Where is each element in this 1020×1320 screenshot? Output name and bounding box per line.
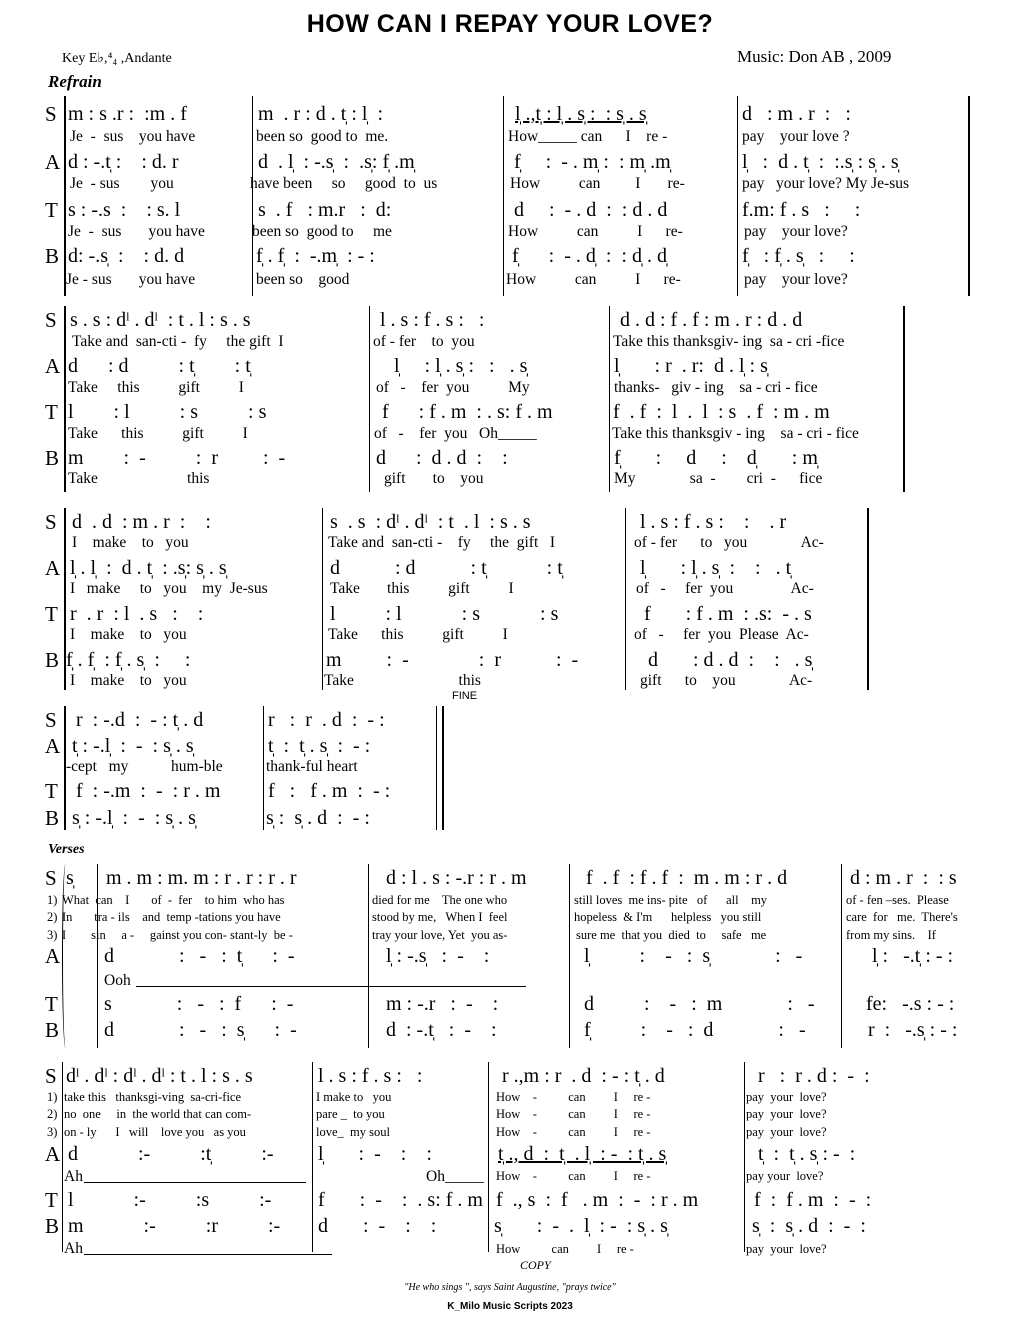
bass-notes: r : -.s̩ : - : <box>868 1019 958 1041</box>
part-label-a: A <box>45 944 61 968</box>
tenor-notes: f : f . m : . s: f . m <box>382 401 553 423</box>
tenor-notes: l : l : s : s <box>68 401 267 423</box>
alto-notes: d : - : t̩ : - <box>104 945 295 967</box>
lyrics: Take and san-cti - fy the gift I <box>72 333 284 350</box>
tenor-notes: s : - : f : - <box>104 993 294 1015</box>
alto-lyrics: pay your love? <box>746 1169 824 1183</box>
bass-notes: d : - : s̩ : - <box>104 1019 297 1041</box>
alto-lyric: Oh_____ <box>426 1168 484 1185</box>
barline <box>488 1062 489 1252</box>
bass-notes: m : - : r : - <box>326 649 579 671</box>
soprano-notes: d . d : m . r : : <box>72 511 211 533</box>
verse-3-lyrics: I sin a - gainst you con- stant-ly be - <box>62 928 293 942</box>
verse-3-lyrics: tray your love, Yet you as- <box>372 928 508 942</box>
lyrics: of - fer you My <box>376 379 530 396</box>
tenor-notes: f : f . m : - : <box>268 780 391 802</box>
alto-notes: t̩ : t̩ . s̩ : - : <box>268 735 371 757</box>
alto-notes: l̩ : - : s̩ : - <box>584 945 803 967</box>
part-label-t: T <box>45 1188 58 1212</box>
tenor-notes: l : l : s : s <box>330 603 559 625</box>
tenor-notes: f : - : . s: f . m <box>318 1189 483 1211</box>
barline <box>841 864 842 1048</box>
alto-notes: t̩ ., d : t̩ . l̩ : - : t̩ . s̩ <box>498 1143 667 1165</box>
bass-notes: d : -.t̩ : - : <box>386 1019 497 1041</box>
barline <box>625 508 626 690</box>
barline <box>252 96 253 296</box>
bass-notes: f̩ : d : d̩ : m̩ <box>614 447 818 469</box>
alto-notes: f̩ : - . m̩ : : m̩ .m̩ <box>514 151 671 173</box>
verse-2-lyrics: care for me. There's <box>846 910 958 924</box>
lyrics: Take this gift I <box>328 626 508 643</box>
lyrics: pay your love? My Je-sus <box>742 175 910 192</box>
lyrics: pay your love ? <box>742 128 850 145</box>
bass-lyric: Ah <box>64 1240 83 1257</box>
verse-number: 3) <box>47 928 58 942</box>
part-label-b: B <box>45 806 60 830</box>
bass-notes: s̩ : - . l̩ : - : s̩ . s̩ <box>494 1215 668 1237</box>
soprano-notes: r : r . d : - : <box>268 709 385 731</box>
barline <box>436 706 437 830</box>
part-label-a: A <box>45 556 61 580</box>
verse-1-lyrics: I make to you <box>316 1090 392 1104</box>
alto-notes: t̩ : t̩ . s̩ : - : <box>758 1143 856 1165</box>
verse-number: 1) <box>47 893 58 907</box>
tenor-notes: l :- :s :- <box>68 1189 272 1211</box>
lyrics: Je - sus you have <box>66 271 196 288</box>
verse-2-lyrics: pare _ to you <box>316 1107 385 1121</box>
lyrics: gift to you Ac- <box>640 672 813 689</box>
soprano-notes: l . s : f . s : : <box>380 309 485 331</box>
part-label-b: B <box>45 648 60 672</box>
lyrics: Take this <box>68 470 210 487</box>
soprano-notes: m : s .r : :m . f <box>68 103 187 125</box>
lyrics: Take this thanksgiv - ing sa - cri - fice <box>612 425 859 442</box>
part-label-b: B <box>45 1214 60 1238</box>
final-barline <box>442 706 444 830</box>
part-label-s: S <box>45 708 57 732</box>
verse-2-lyrics: hopeless & I'm helpless you still <box>574 910 762 924</box>
alto-notes: d :- :t̩ :- <box>68 1143 274 1165</box>
alto-notes: l̩ : l̩ . s̩ : : . s̩ <box>394 355 528 377</box>
bass-notes: d : d . d : : . s̩ <box>648 649 813 671</box>
verse-3-lyrics: on - ly I will love you as you <box>64 1125 246 1139</box>
barline <box>312 1062 313 1252</box>
barline <box>968 96 970 296</box>
lyrics: I make to you <box>70 672 187 689</box>
tenor-notes: f : f . m : - : <box>754 1189 872 1211</box>
part-label-a: A <box>45 734 61 758</box>
alto-notes: d : -.t̩ : : d. r <box>68 151 179 173</box>
lyrics: -cept my hum-ble <box>66 758 223 775</box>
lyrics: I make to you <box>70 626 187 643</box>
alto-lyrics: How - can I re - <box>496 1169 651 1183</box>
part-label-a: A <box>45 1142 61 1166</box>
lyrics: of - fer you Ac- <box>636 580 814 597</box>
fine-marking: FINE <box>452 690 478 702</box>
verse-2-lyrics: pay your love? <box>746 1107 827 1121</box>
lyrics: pay your love? <box>744 223 848 240</box>
alto-notes: d : d : t̩ : t̩ <box>68 355 251 377</box>
footer-quote: "He who sings ", says Saint Augustine, "prays twice" <box>404 1282 616 1293</box>
barline <box>368 864 369 1048</box>
tenor-notes: d : - . d : : d . d <box>514 199 668 221</box>
soprano-notes: r .,m : r . d : - : t̩ . d <box>502 1065 665 1087</box>
bass-notes: f̩ . f̩ : -.m̩ : - : <box>256 245 375 267</box>
lyrics: been so good <box>256 271 350 288</box>
part-label-a: A <box>45 354 61 378</box>
soprano-notes: r : -.d : - : t̩ . d <box>76 709 204 731</box>
verse-2-lyrics: In tra - ils and temp -tations you have <box>62 910 281 924</box>
song-title: HOW CAN I REPAY YOUR LOVE? <box>306 10 714 38</box>
bass-notes: f̩ : f̩ . s̩ : : <box>742 245 855 267</box>
alto-notes: l̩ : - : : <box>318 1143 432 1165</box>
alto-notes: t̩ : -.l̩ : - : s̩ . s̩ <box>72 735 194 757</box>
barline <box>64 306 66 492</box>
soprano-notes: l . s : f . s : : . r <box>640 511 787 533</box>
verse-1-lyrics: still loves me ins- pite of all my <box>574 893 768 907</box>
soprano-notes: m . r : d . t̩ : l̩ : <box>258 103 383 125</box>
part-label-s: S <box>45 510 57 534</box>
alto-notes: l̩ : r . r: d . l̩ : s̩ <box>614 355 768 377</box>
part-label-t: T <box>45 198 58 222</box>
part-label-s: S <box>45 308 57 332</box>
soprano-notes: f . f : f . f : m . m : r . d <box>586 867 788 889</box>
barline <box>369 306 370 492</box>
bass-notes: f̩ . f̩ : f̩ . s̩ : : <box>66 649 191 671</box>
lyrics: been so good to me. <box>256 128 389 145</box>
verse-1-lyrics: What can I of - fer to him who has <box>62 893 285 907</box>
alto-notes: l̩ . l̩ : d . t̩ : .s̩: s̩ . s̩ <box>70 557 227 579</box>
copy-stamp: COPY <box>520 1258 551 1272</box>
lyrics: Take and san-cti - fy the gift I <box>328 534 556 551</box>
part-label-t: T <box>45 400 58 424</box>
verse-number: 3) <box>47 1125 58 1139</box>
soprano-notes: d : l . s : -.r : r . m <box>386 867 527 889</box>
verse-1-lyrics: How - can I re - <box>496 1090 651 1104</box>
lyrics: thanks- giv - ing sa - cri - fice <box>614 379 818 396</box>
footer-credit: K_Milo Music Scripts 2023 <box>447 1301 573 1312</box>
lyrics: pay your love? <box>744 271 848 288</box>
alto-notes: l̩ : l̩ . s̩ : : . t̩ <box>640 557 792 579</box>
lyrics: How can I re- <box>508 223 683 240</box>
lyrics: thank-ful heart <box>266 758 358 775</box>
bass-notes: s̩ : -.l̩ : - : s̩ . s̩ <box>72 807 196 829</box>
tenor-notes: fe: -.s : - : <box>866 993 955 1015</box>
tenor-notes: r . r : l . s : : <box>70 603 204 625</box>
part-label-a: A <box>45 150 61 174</box>
soprano-notes: r : r . d : - : <box>758 1065 870 1087</box>
soprano-notes: l̩ .,t̩ : l̩ . s̩ : : s̩ . s̩ <box>515 103 647 125</box>
part-label-b: B <box>45 446 60 470</box>
verse-2-lyrics: stood by me, When I feel <box>372 910 508 924</box>
lyrics: My sa - cri - fice <box>614 470 823 487</box>
alto-notes: l̩ : -.s̩ : - : <box>386 945 490 967</box>
lyrics: of - fer you Please Ac- <box>634 626 809 643</box>
verse-3-lyrics: from my sins. If <box>846 928 936 942</box>
part-label-t: T <box>45 602 58 626</box>
part-label-t: T <box>45 779 58 803</box>
barline <box>322 508 323 690</box>
soprano-notes: l . s : f . s : : <box>318 1065 423 1087</box>
bass-notes: m :- :r :- <box>68 1215 281 1237</box>
tenor-notes: s . f : m.r : d: <box>258 199 392 221</box>
melisma-line <box>136 986 526 987</box>
barline <box>64 96 66 296</box>
soprano-pickup: s̩ <box>66 867 74 889</box>
bass-notes: s̩ : s̩ . d : - : <box>752 1215 866 1237</box>
barline <box>903 306 905 492</box>
bass-notes: m : - : r : - <box>68 447 286 469</box>
soprano-notes: s . s : dˡ . dˡ : t . l : s . s <box>70 309 251 331</box>
bass-notes: d : d . d : : <box>376 447 508 469</box>
verse-2-lyrics: How - can I re - <box>496 1107 651 1121</box>
melisma-line <box>84 1182 306 1183</box>
tenor-notes: f : f . m : .s: - . s <box>644 603 812 625</box>
lyrics: I make to you my Je-sus <box>70 580 268 597</box>
soprano-notes: d : m . r : : s <box>850 867 957 889</box>
bass-notes: s̩ : s̩ . d : - : <box>266 807 370 829</box>
bass-notes: f̩ : - : d : - <box>584 1019 806 1041</box>
alto-notes: l̩ : -.t̩ : - : <box>872 945 954 967</box>
tenor-notes: d : - : m : - <box>584 993 815 1015</box>
part-label-s: S <box>45 866 57 890</box>
lyrics: Take this gift I <box>330 580 514 597</box>
part-label-s: S <box>45 1064 57 1088</box>
alto-notes: d . l̩ : -.s̩ : .s̩: f̩ .m̩ <box>258 151 415 173</box>
verse-1-lyrics: pay your love? <box>746 1090 827 1104</box>
verse-2-lyrics: no one in the world that can com- <box>64 1107 252 1121</box>
alto-notes: d : d : t̩ : t̩ <box>330 557 563 579</box>
lyrics: How can I re- <box>510 175 685 192</box>
tenor-notes: m : -.r : - : <box>386 993 499 1015</box>
part-label-t: T <box>45 992 58 1016</box>
verse-3-lyrics: pay your love? <box>746 1125 827 1139</box>
tenor-notes: f ., s : f . m : - : r . m <box>496 1189 699 1211</box>
barline <box>263 706 264 830</box>
barline <box>62 1062 63 1252</box>
lyrics: How_____ can I re - <box>508 128 668 145</box>
part-label-b: B <box>45 244 60 268</box>
barline <box>569 864 570 1048</box>
system-brace <box>62 864 69 1048</box>
bass-notes: d: -.s̩ : : d. d <box>68 245 185 267</box>
soprano-notes: m . m : m. m : r . r : r . r <box>106 867 297 889</box>
lyrics: been so good to me <box>252 223 392 240</box>
alto-lyric: Ooh <box>104 972 131 989</box>
verses-label: Verses <box>48 842 85 857</box>
lyrics: Je - sus you <box>70 175 174 192</box>
barline <box>503 96 504 296</box>
lyrics: gift to you <box>384 470 484 487</box>
lyrics: of - fer you Oh_____ <box>374 425 537 442</box>
bass-lyrics: How can I re - <box>496 1242 634 1256</box>
verse-number: 2) <box>47 1107 58 1121</box>
part-label-s: S <box>45 102 57 126</box>
barline <box>737 96 738 296</box>
soprano-notes: s . s : dˡ . dˡ : t . l : s . s <box>330 511 531 533</box>
verse-3-lyrics: love_ my soul <box>316 1125 390 1139</box>
verse-1-lyrics: take this thanksgi-ving sa-cri-fice <box>64 1090 242 1104</box>
lyrics: of - fer to you Ac- <box>634 534 824 551</box>
lyrics: Take this <box>324 672 481 689</box>
music-credit: Music: Don AB , 2009 <box>737 47 892 66</box>
lyrics: of - fer to you <box>373 333 475 350</box>
lyrics: Take this thanksgiv- ing sa - cri -fice <box>613 333 845 350</box>
bass-lyrics: pay your love? <box>746 1242 827 1256</box>
verse-3-lyrics: How - can I re - <box>496 1125 651 1139</box>
melisma-line <box>84 1254 332 1255</box>
barline <box>867 508 869 690</box>
barline <box>609 306 610 492</box>
lyrics: Take this gift I <box>68 379 244 396</box>
tenor-notes: f.m: f . s : : <box>742 199 861 221</box>
bass-notes: d : - : : <box>318 1215 437 1237</box>
tenor-notes: f : -.m : - : r . m <box>76 780 221 802</box>
soprano-notes: dˡ . dˡ : dˡ . dˡ : t . l : s . s <box>66 1065 253 1087</box>
alto-lyric: Ah <box>64 1168 83 1185</box>
verse-1-lyrics: died for me The one who <box>372 893 508 907</box>
lyrics: Take this gift I <box>68 425 248 442</box>
tenor-notes: f . f : l . l : s . f : m . m <box>613 401 830 423</box>
lyrics: Je - sus you have <box>68 223 205 240</box>
tenor-notes: s : -.s : : s. l <box>68 199 181 221</box>
alto-notes: l̩ : d . t̩ : :.s̩ : s̩ . s̩ <box>742 151 899 173</box>
part-label-b: B <box>45 1018 60 1042</box>
lyrics: I make to you <box>72 534 189 551</box>
soprano-notes: d : m . r : : <box>742 103 851 125</box>
verse-1-lyrics: of - fen –ses. Please <box>846 893 949 907</box>
lyrics: How can I re- <box>506 271 681 288</box>
lyrics: Je - sus you have <box>70 128 196 145</box>
verse-3-lyrics: sure me that you died to safe me <box>576 928 767 942</box>
bass-notes: f̩ : - . d̩ : : d̩ . d̩ <box>512 245 667 267</box>
barline <box>744 1062 745 1252</box>
refrain-label: Refrain <box>48 72 102 91</box>
key-signature: Key E♭,⁴₄ ,Andante <box>62 51 172 66</box>
lyrics: have been so good to us <box>250 175 438 192</box>
barline <box>97 864 98 1048</box>
soprano-notes: d . d : f . f : m . r : d . d <box>620 309 803 331</box>
verse-number: 1) <box>47 1090 58 1104</box>
verse-number: 2) <box>47 910 58 924</box>
